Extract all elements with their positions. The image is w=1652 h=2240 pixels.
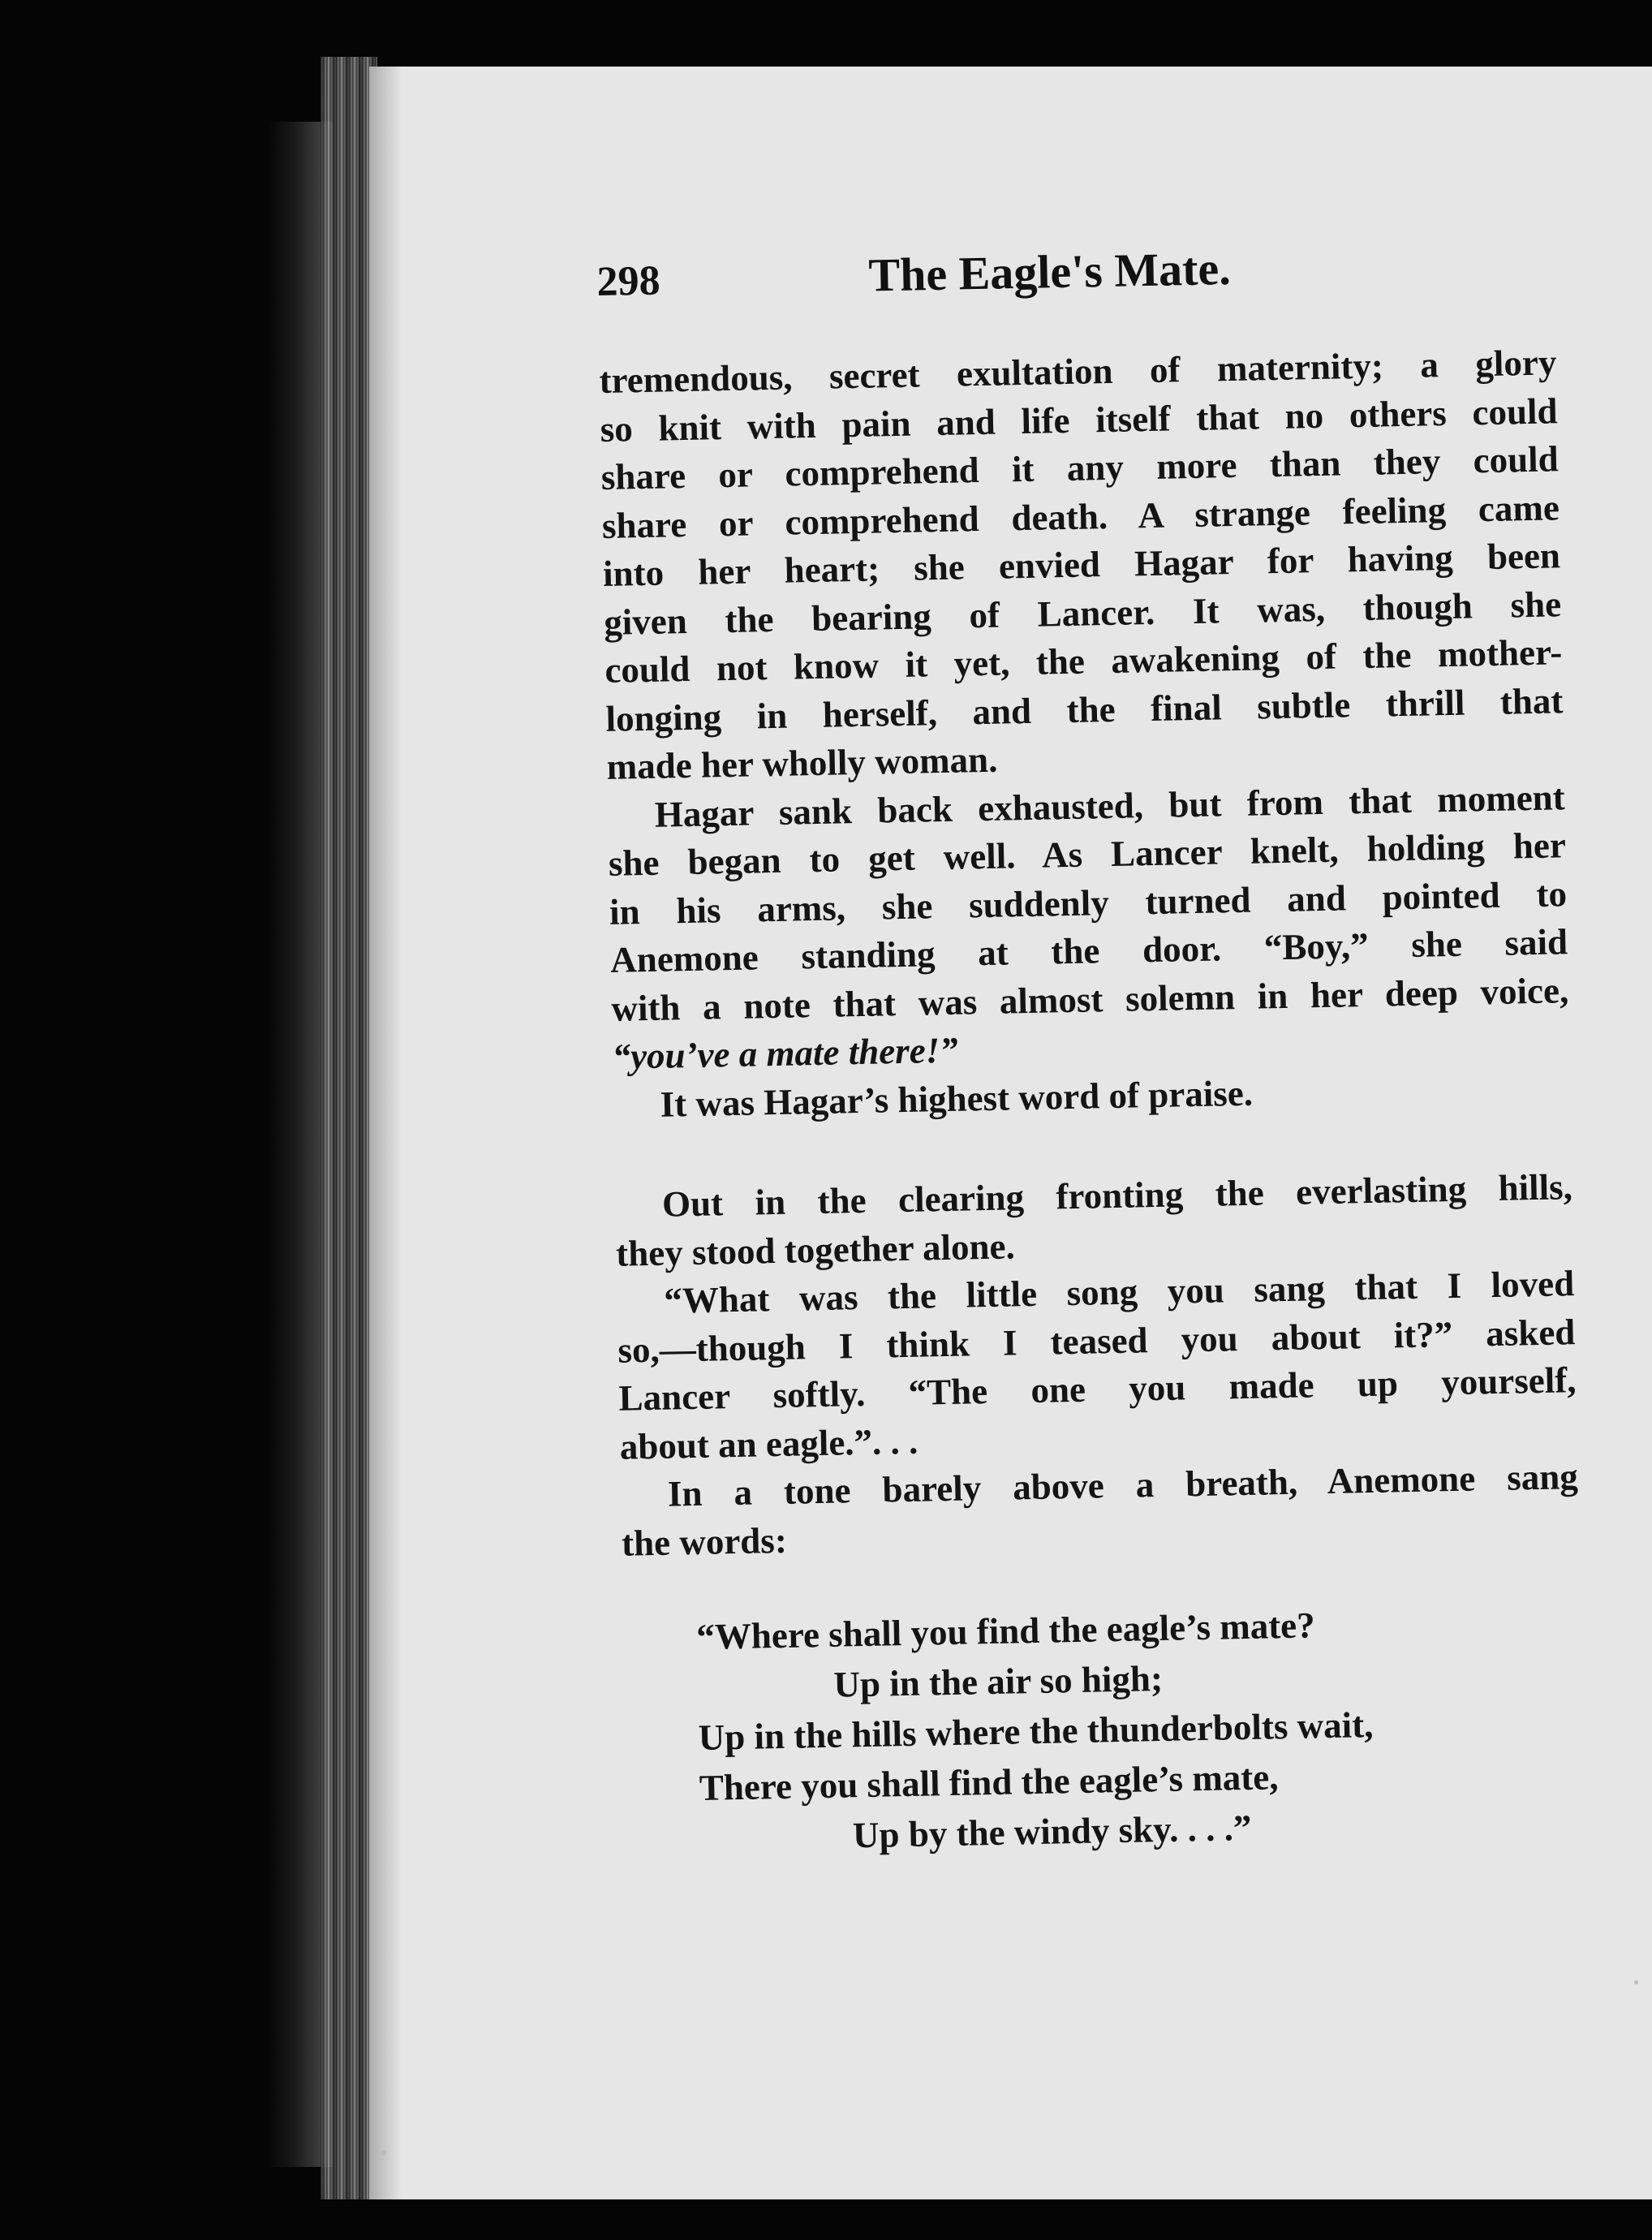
text-line: the words: bbox=[621, 1519, 788, 1564]
text-line: with a note that was almost solemn in her deep voice, bbox=[610, 969, 1569, 1029]
text-line: share or comprehend it any more than they could bbox=[600, 438, 1560, 498]
poem-line: Up in the air so high; bbox=[832, 1657, 1164, 1705]
text-line: so,—though I think I teased you about it?” asked bbox=[617, 1311, 1576, 1371]
prose bbox=[599, 338, 1579, 1567]
running-title: The Eagle's Mate. bbox=[867, 242, 1232, 302]
text-line: they stood together alone. bbox=[615, 1225, 1016, 1274]
text-line: into her heart; she envied Hagar for having been bbox=[602, 535, 1561, 594]
body-text bbox=[599, 338, 1585, 1866]
text-line: “you’ve a mate there!” bbox=[612, 1029, 959, 1077]
poem bbox=[696, 1596, 1585, 1865]
text-line: given the bearing of Lancer. It was, though she bbox=[603, 583, 1562, 643]
text-line: so knit with pain and life itself that no others could bbox=[600, 390, 1558, 450]
poem-line: There you shall find the eagle’s mate, bbox=[699, 1756, 1279, 1808]
text-line: she began to get well. As Lancer knelt, holding her bbox=[608, 825, 1567, 884]
poem-line: “Where shall you find the eagle’s mate? bbox=[695, 1605, 1316, 1657]
poem-line: Up by the windy sky. . . .” bbox=[852, 1807, 1252, 1856]
text-line: “What was the little song you sang that I loved bbox=[663, 1263, 1575, 1321]
text-line: about an eagle.”. . . bbox=[619, 1420, 918, 1467]
text-line: It was Hagar’s highest word of praise. bbox=[660, 1072, 1254, 1125]
text-line: tremendous, secret exultation of maternity; a glory bbox=[599, 342, 1557, 401]
text-line: longing in herself, and the final subtle thrill that bbox=[605, 679, 1564, 739]
poem-line: Up in the hills where the thunderbolts wait, bbox=[698, 1704, 1374, 1758]
page-number: 298 bbox=[596, 257, 661, 305]
text-line: Lancer softly. “The one you made up yourself, bbox=[618, 1359, 1577, 1419]
text-line: Out in the clearing fronting the everlasting hills, bbox=[661, 1166, 1573, 1225]
text-line: Hagar sank back exhausted, but from that moment bbox=[654, 776, 1566, 835]
text-line: share or comprehend death. A strange feeling came bbox=[601, 486, 1560, 546]
scan-speck bbox=[1634, 1980, 1638, 1984]
text-line: in his arms, she suddenly turned and pointed to bbox=[609, 872, 1568, 933]
text-line: In a tone barely above a breath, Anemone sang bbox=[667, 1456, 1579, 1514]
text-line: made her wholly woman. bbox=[606, 739, 998, 787]
text-line: could not know it yet, the awakening of the mother- bbox=[604, 631, 1563, 691]
text-line: Anemone standing at the door. “Boy,” she said bbox=[609, 921, 1568, 980]
scan-speck bbox=[381, 2151, 386, 2156]
